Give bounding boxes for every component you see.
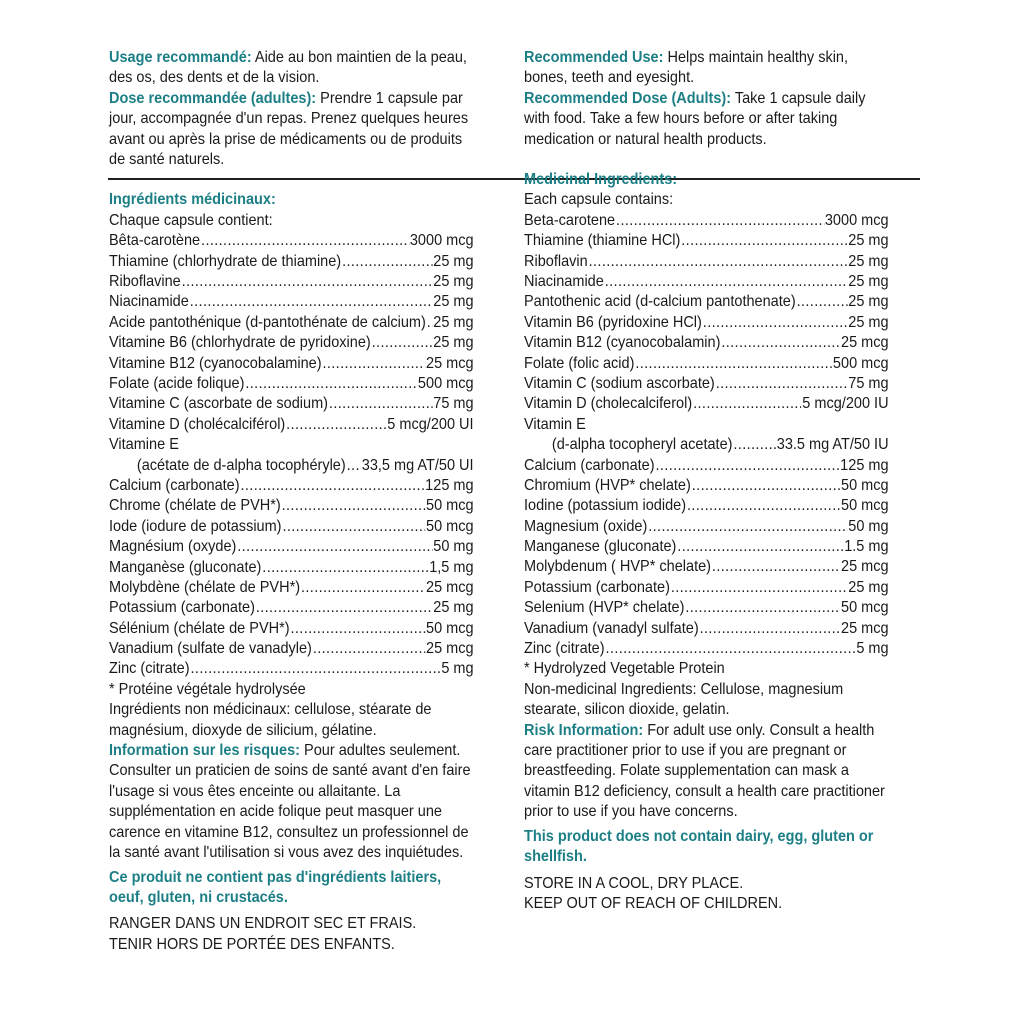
ingredient-amount: 3000 mcg (824, 211, 889, 229)
dot-leader (241, 476, 425, 496)
dot-leader (606, 639, 856, 659)
ingredient-row (524, 639, 889, 659)
dot-leader (721, 333, 840, 353)
ingredient-name: Niacinamide (109, 293, 189, 311)
ingredient-amount: 25 mg (848, 232, 889, 250)
ingredient-row (109, 639, 474, 659)
dot-leader (322, 354, 425, 374)
french-column (109, 48, 474, 955)
ingredient-row (109, 496, 474, 516)
dot-leader (282, 517, 425, 537)
en-allergen-statement: This product does not contain dairy, egg, gluten or shellfish. (524, 827, 874, 866)
ingredient-name: Folate (folic acid) (524, 354, 635, 372)
dot-leader (648, 517, 847, 537)
ingredient-amount: 25 mg (433, 273, 474, 291)
dot-leader (605, 272, 848, 292)
ingredient-name: Acide pantothénique (d-pantothénate de calcium) (109, 313, 426, 331)
ingredient-amount: 125 mg (425, 476, 474, 494)
dot-leader (692, 476, 840, 496)
ingredient-name: Riboflavine (109, 273, 181, 291)
ingredient-row (524, 557, 889, 577)
dot-leader (687, 496, 840, 516)
ingredient-amount: 50 mcg (425, 497, 474, 515)
ingredient-name: Folate (acide folique) (109, 374, 245, 392)
ingredient-name: (acétate de d-alpha tocophéryle) (136, 456, 346, 474)
ingredient-row (109, 435, 474, 455)
en-risk-label: Risk Information: (524, 721, 644, 739)
ingredient-name: Molybdenum ( HVP* chelate) (524, 558, 712, 576)
dot-leader (616, 211, 824, 231)
ingredient-amount: 33,5 mg AT/50 UI (361, 456, 474, 474)
ingredient-amount: 3000 mcg (409, 232, 474, 250)
ingredient-name: Chrome (chélate de PVH*) (109, 497, 281, 515)
dot-leader (245, 374, 417, 394)
ingredient-row (109, 598, 474, 618)
ingredient-row (524, 231, 889, 251)
fr-usage-label: Usage recommandé: (109, 49, 252, 66)
ingredient-name: Vitamine D (cholécalciférol) (109, 415, 286, 433)
ingredient-row (524, 476, 889, 496)
ingredient-name: Molybdène (chélate de PVH*) (109, 578, 301, 596)
dot-leader (716, 374, 848, 394)
ingredient-amount: 25 mg (433, 293, 474, 311)
ingredient-amount: 25 mcg (840, 619, 889, 637)
ingredient-name: Bêta-carotène (109, 232, 201, 250)
fr-nonmedicinal: Ingrédients non médicinaux: cellulose, stéarate de magnésium, dioxyde de silicium, gélatine. (109, 701, 432, 739)
dot-leader (182, 272, 433, 292)
ingredient-amount: 25 mcg (425, 640, 474, 658)
ingredient-row (109, 619, 474, 639)
ingredient-row (109, 578, 474, 598)
ingredient-name: Vitamine B6 (chlorhydrate de pyridoxine) (109, 334, 371, 352)
ingredient-amount: 50 mcg (425, 517, 474, 535)
ingredient-row (524, 578, 889, 598)
ingredient-row (109, 272, 474, 292)
ingredient-amount: 50 mcg (840, 476, 889, 494)
ingredient-name: Vitamin B6 (pyridoxine HCl) (524, 313, 702, 331)
en-storage: STORE IN A COOL, DRY PLACE. (524, 874, 744, 892)
ingredient-row (524, 598, 889, 618)
dot-leader (589, 252, 848, 272)
dot-leader (372, 333, 433, 353)
dot-leader (329, 394, 432, 414)
ingredient-row (109, 659, 474, 679)
ingredient-name: Vanadium (vanadyl sulfate) (524, 619, 699, 637)
ingredient-row (524, 374, 889, 394)
ingredient-name: Vitamine C (ascorbate de sodium) (109, 395, 328, 413)
ingredient-row (524, 272, 889, 292)
en-dose-text: Take 1 capsule daily with food. Take a few hours before or after taking medication or natural health products. (524, 89, 866, 148)
fr-usage (109, 48, 474, 89)
ingredient-row (109, 231, 474, 251)
ingredient-name: Vitamin C (sodium ascorbate) (524, 374, 715, 392)
ingredient-row (524, 415, 889, 435)
ingredient-name: (d-alpha tocopheryl acetate) (551, 436, 733, 454)
ingredient-name: Chromium (HVP* chelate) (524, 476, 691, 494)
ingredient-name: Magnésium (oxyde) (109, 538, 237, 556)
ingredient-row (524, 252, 889, 272)
dot-leader (286, 415, 386, 435)
fr-each-capsule: Chaque capsule contient: (109, 211, 273, 229)
en-nonmedicinal: Non-medicinal Ingredients: Cellulose, magnesium stearate, silicon dioxide, gelatin. (524, 680, 844, 719)
ingredient-amount: 25 mg (433, 313, 474, 331)
dot-leader (681, 231, 847, 251)
dot-leader (237, 537, 432, 557)
dot-leader (313, 639, 425, 659)
ingredient-row (524, 496, 889, 516)
en-usage (524, 48, 889, 89)
ingredient-row (524, 313, 889, 333)
ingredient-row (109, 517, 474, 537)
fr-ingredient-list (109, 231, 474, 680)
ingredient-row (109, 476, 474, 496)
en-dose-label: Recommended Dose (Adults): (524, 89, 732, 107)
en-risk (524, 721, 889, 823)
dot-leader (190, 292, 433, 312)
ingredient-amount: 50 mcg (840, 497, 889, 515)
ingredient-row (524, 537, 889, 557)
ingredient-name: Riboflavin (524, 252, 588, 270)
fr-risk-text: Pour adultes seulement. Consulter un praticien de soins de santé avant d'en faire l'usage si vous êtes enceinte ou allaitante. La supplémentation en acide folique peut masquer une carence en vitamine B12, consultez un professionnel de la santé avant l'utilisation si vous avez des inquiétudes. (109, 742, 471, 862)
ingredient-amount: 50 mg (433, 538, 474, 556)
dot-leader (733, 435, 775, 455)
ingredient-row (109, 394, 474, 414)
ingredient-name: Sélénium (chélate de PVH*) (109, 619, 290, 637)
ingredient-name: Thiamine (thiamine HCl) (524, 232, 681, 250)
ingredient-amount: 500 mcg (417, 374, 474, 392)
ingredient-name: Potassium (carbonate) (109, 599, 255, 617)
dot-leader (347, 456, 361, 476)
ingredient-amount: 25 mg (433, 334, 474, 352)
ingredient-amount: 5 mcg/200 UI (387, 415, 474, 433)
ingredient-row (524, 292, 889, 312)
en-dose (524, 89, 889, 150)
ingredient-amount: 25 mg (433, 252, 474, 270)
fr-risk (109, 741, 474, 863)
ingredient-row (524, 619, 889, 639)
ingredient-name: Magnesium (oxide) (524, 517, 648, 535)
fr-storage: RANGER DANS UN ENDROIT SEC ET FRAIS. (109, 915, 417, 933)
ingredient-amount: 25 mcg (425, 578, 474, 596)
fr-footnote: * Protéine végétale hydrolysée (109, 680, 306, 698)
ingredient-name: Manganèse (gluconate) (109, 558, 262, 576)
dot-leader (201, 231, 409, 251)
ingredient-name: Beta-carotene (524, 211, 616, 229)
dot-leader (635, 354, 832, 374)
ingredient-amount: 25 mcg (425, 354, 474, 372)
ingredient-row (524, 435, 889, 455)
ingredient-amount: 25 mg (848, 252, 889, 270)
ingredient-amount: 75 mg (848, 374, 889, 392)
ingredient-name: Iode (iodure de potassium) (109, 517, 282, 535)
ingredient-amount: 50 mcg (840, 599, 889, 617)
en-ingredient-list (524, 211, 889, 660)
ingredient-row (109, 333, 474, 353)
ingredient-name: Zinc (citrate) (109, 660, 190, 678)
dot-leader (703, 313, 848, 333)
fr-medicinal-heading: Ingrédients médicinaux: (109, 191, 276, 209)
fr-dose-label: Dose recommandée (adultes): (109, 89, 317, 107)
ingredient-row (109, 415, 474, 435)
dot-leader (342, 252, 432, 272)
ingredient-name: Selenium (HVP* chelate) (524, 599, 685, 617)
dot-leader (191, 659, 441, 679)
ingredient-amount: 5 mg (441, 660, 474, 678)
ingredient-name: Vitamin D (cholecalciferol) (524, 395, 693, 413)
ingredient-name: Vanadium (sulfate de vanadyle) (109, 640, 312, 658)
ingredient-row (109, 558, 474, 578)
ingredient-name: Potassium (carbonate) (524, 578, 670, 596)
ingredient-amount: 1,5 mg (429, 558, 474, 576)
ingredient-row (109, 292, 474, 312)
ingredient-amount: 25 mg (848, 578, 889, 596)
ingredient-row (524, 394, 889, 414)
en-each-capsule: Each capsule contains: (524, 191, 674, 209)
ingredient-amount: 5 mcg/200 IU (802, 395, 889, 413)
fr-risk-label: Information sur les risques: (109, 742, 300, 760)
fr-usage-text: Aide au bon maintien de la peau, des os, des dents et de la vision. (109, 49, 467, 87)
english-column (524, 48, 889, 914)
en-footnote: * Hydrolyzed Vegetable Protein (524, 660, 725, 678)
dot-leader (693, 394, 801, 414)
ingredient-name: Vitamin B12 (cyanocobalamin) (524, 334, 721, 352)
ingredient-amount: 5 mg (856, 640, 889, 658)
ingredient-name: Thiamine (chlorhydrate de thiamine) (109, 252, 342, 270)
ingredient-name: Calcium (carbonate) (109, 476, 240, 494)
ingredient-name: Vitamin E (524, 415, 586, 433)
ingredient-amount: 25 mg (848, 293, 889, 311)
ingredient-name: Calcium (carbonate) (524, 456, 655, 474)
ingredient-amount: 75 mg (433, 395, 474, 413)
en-risk-text: For adult use only. Consult a health care practitioner prior to use if you are pregnant or breastfeeding. Folate supplementation can mask a vitamin B12 deficiency, consult a health care practitioner prior to use if you have concerns. (524, 721, 885, 821)
dot-leader (262, 558, 428, 578)
dot-leader (797, 292, 848, 312)
dot-leader (712, 557, 840, 577)
en-usage-label: Recommended Use: (524, 49, 664, 66)
ingredient-name: Zinc (citrate) (524, 640, 605, 658)
ingredient-amount: 25 mg (848, 273, 889, 291)
ingredient-row (109, 313, 474, 333)
en-keep-away: KEEP OUT OF REACH OF CHILDREN. (524, 894, 783, 912)
ingredient-name: Niacinamide (524, 273, 604, 291)
dot-leader (677, 537, 843, 557)
dot-leader (282, 496, 425, 516)
dot-leader (656, 456, 840, 476)
ingredient-row (524, 211, 889, 231)
ingredient-amount: 500 mcg (832, 354, 889, 372)
ingredient-row (109, 354, 474, 374)
dot-leader (427, 313, 433, 333)
ingredient-amount: 33.5 mg AT/50 IU (776, 436, 889, 454)
ingredient-amount: 25 mcg (840, 334, 889, 352)
dot-leader (301, 578, 425, 598)
dot-leader (290, 619, 425, 639)
ingredient-row (109, 537, 474, 557)
ingredient-amount: 1.5 mg (844, 538, 889, 556)
ingredient-row (524, 333, 889, 353)
en-medicinal-heading: Medicinal Ingredients: (524, 171, 678, 189)
ingredient-name: Manganese (gluconate) (524, 538, 677, 556)
ingredient-amount: 25 mg (848, 313, 889, 331)
ingredient-row (524, 517, 889, 537)
dot-leader (671, 578, 847, 598)
dot-leader (700, 619, 840, 639)
ingredient-amount: 125 mg (840, 456, 889, 474)
fr-dose-text: Prendre 1 capsule par jour, accompagnée d'un repas. Prenez quelques heures avant ou après la prise de médicaments ou de produits de santé naturels. (109, 89, 469, 169)
ingredient-name: Iodine (potassium iodide) (524, 497, 687, 515)
ingredient-name: Vitamine B12 (cyanocobalamine) (109, 354, 322, 372)
ingredient-amount: 50 mcg (425, 619, 474, 637)
fr-dose (109, 89, 474, 171)
en-usage-text: Helps maintain healthy skin, bones, teeth and eyesight. (524, 49, 849, 87)
ingredient-row (524, 456, 889, 476)
ingredient-row (109, 252, 474, 272)
ingredient-amount: 25 mcg (840, 558, 889, 576)
ingredient-row (524, 354, 889, 374)
ingredient-row (109, 456, 474, 476)
ingredient-name: Pantothenic acid (d-calcium pantothenate) (524, 293, 796, 311)
ingredient-row (109, 374, 474, 394)
fr-allergen-statement: Ce produit ne contient pas d'ingrédients laitiers, oeuf, gluten, ni crustacés. (109, 868, 442, 906)
ingredient-name: Vitamine E (109, 436, 179, 454)
ingredient-amount: 50 mg (848, 517, 889, 535)
fr-keep-away: TENIR HORS DE PORTÉE DES ENFANTS. (109, 935, 395, 953)
dot-leader (256, 598, 432, 618)
dot-leader (685, 598, 840, 618)
ingredient-amount: 25 mg (433, 599, 474, 617)
